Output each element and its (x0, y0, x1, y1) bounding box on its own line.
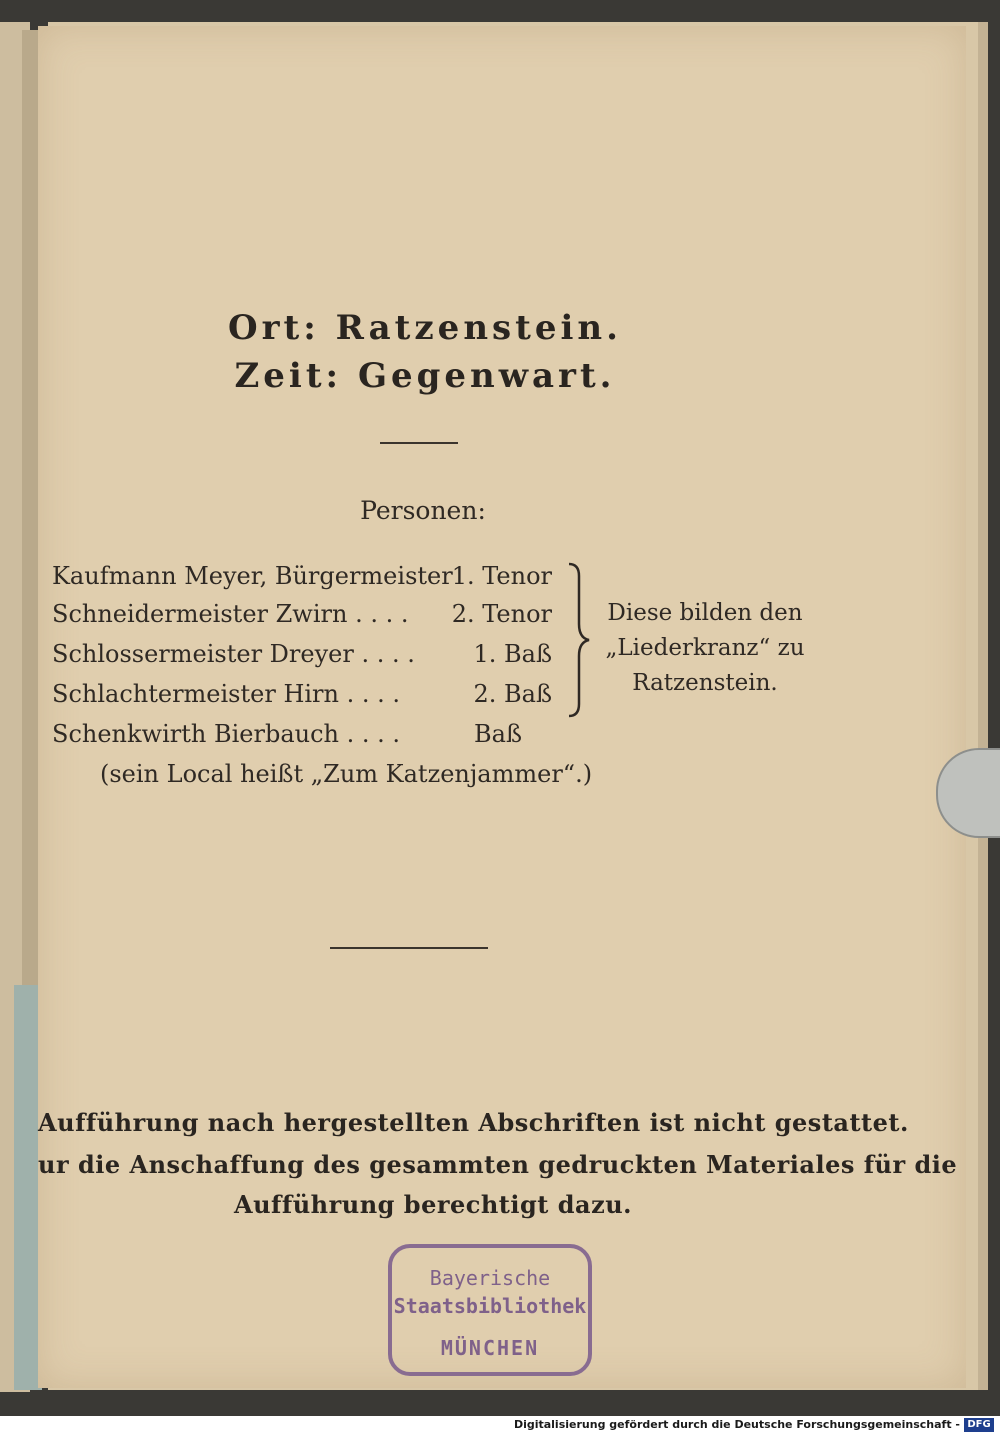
liederkranz-note-line: Diese bilden den (607, 600, 803, 626)
stamp-line: MÜNCHEN (440, 1336, 540, 1360)
cast-name: Kaufmann Meyer, Bürgermeister (52, 562, 453, 590)
cast-voice: 2. Baß (473, 680, 552, 708)
cast-row (52, 600, 552, 638)
cast-name: Schenkwirth Bierbauch . . . . (52, 720, 401, 748)
cast-voice: Baß (474, 720, 522, 748)
liederkranz-note-line: „Liederkranz“ zu (605, 635, 805, 661)
stamp-line: Staatsbibliothek (393, 1294, 587, 1318)
stamp-line: Bayerische (429, 1266, 551, 1290)
cast-voice: 1. Tenor (451, 562, 552, 590)
liederkranz-note (605, 596, 805, 701)
performance-notice-line: Aufführung nach hergestellten Abschriften ist nicht gestattet. (38, 1108, 909, 1137)
cast-name: Schneidermeister Zwirn . . . . (52, 600, 409, 628)
cast-note: (sein Local heißt „Zum Katzenjammer“.) (100, 760, 593, 788)
divider-short (380, 442, 458, 444)
cast-row (52, 680, 552, 718)
performance-notice-line: Aufführung berechtigt dazu. (233, 1190, 632, 1219)
cast-voice: 1. Baß (473, 640, 552, 668)
footer-credit: Digitalisierung gefördert durch die Deutsche Forschungsgemeinschaft - (513, 1418, 960, 1431)
library-stamp (388, 1244, 592, 1376)
dfg-logo: DFG (964, 1418, 994, 1432)
performance-notice-line: ur die Anschaffung des gesammten gedruckten Materiales für die (38, 1150, 958, 1179)
personen-heading: Personen: (360, 496, 486, 525)
time-line: Zeit: Gegenwart. (234, 356, 616, 396)
curly-brace-icon (565, 562, 593, 718)
cast-name: Schlachtermeister Hirn . . . . (52, 680, 401, 708)
cast-row (52, 720, 522, 758)
cast-voice: 2. Tenor (451, 600, 552, 628)
location-line: Ort: Ratzenstein. (227, 308, 622, 348)
liederkranz-note-line: Ratzenstein. (632, 670, 778, 696)
cast-row (52, 640, 552, 678)
cast-name: Schlossermeister Dreyer . . . . (52, 640, 415, 668)
divider-long (330, 947, 488, 949)
cast-row (52, 562, 552, 600)
